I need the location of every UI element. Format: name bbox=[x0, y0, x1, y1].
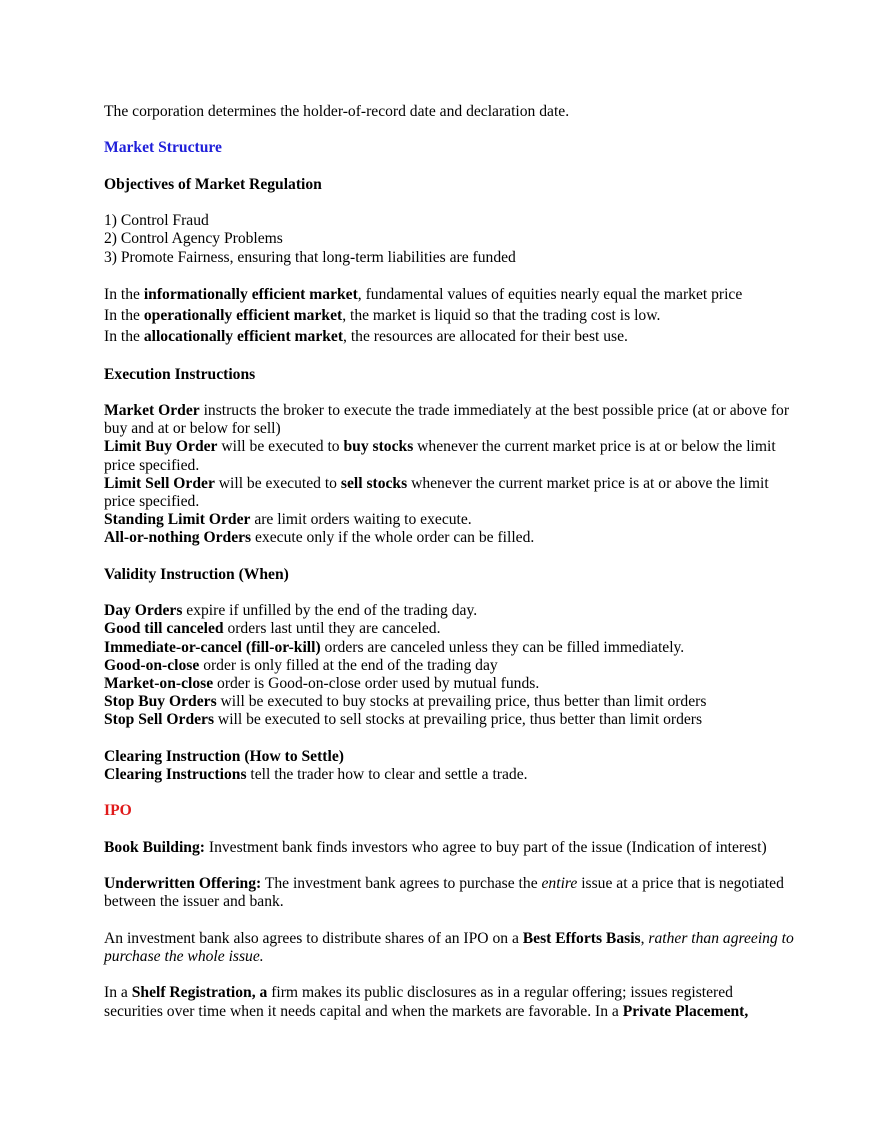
list-item: Good-on-close order is only filled at the end of the trading day bbox=[104, 656, 498, 674]
list-item: 3) Promote Fairness, ensuring that long-term liabilities are funded bbox=[104, 248, 516, 266]
execution-all-or-nothing: All-or-nothing Orders execute only if the whole order can be filled. bbox=[104, 529, 535, 547]
subheading-execution: Execution Instructions bbox=[104, 365, 256, 383]
efficiency-allocational: In the allocationally efficient market, the resources are allocated for their best use. bbox=[104, 327, 628, 345]
clearing-text: Clearing Instructions tell the trader how to clear and settle a trade. bbox=[104, 765, 528, 783]
section-heading-market-structure: Market Structure bbox=[104, 139, 222, 157]
execution-list bbox=[104, 402, 794, 548]
validity-list bbox=[104, 602, 794, 729]
list-item: Stop Buy Orders will be executed to buy stocks at prevailing price, thus better than limit orders bbox=[104, 693, 707, 711]
efficiency-informational: In the informationally efficient market, fundamental values of equities nearly equal the market price bbox=[104, 285, 743, 303]
list-item: Day Orders expire if unfilled by the end of the trading day. bbox=[104, 602, 478, 620]
list-item: 2) Control Agency Problems bbox=[104, 230, 283, 248]
list-item: Stop Sell Orders will be executed to sell stocks at prevailing price, thus better than limit orders bbox=[104, 711, 703, 729]
subheading-clearing: Clearing Instruction (How to Settle) bbox=[104, 747, 344, 765]
objectives-list bbox=[104, 212, 794, 267]
execution-standing-limit: Standing Limit Order are limit orders waiting to execute. bbox=[104, 511, 472, 529]
list-item: 1) Control Fraud bbox=[104, 212, 209, 230]
list-item: Immediate-or-cancel (fill-or-kill) orders are canceled unless they can be filled immediately. bbox=[104, 638, 685, 656]
subheading-objectives: Objectives of Market Regulation bbox=[104, 175, 322, 193]
best-efforts-text: An investment bank also agrees to distribute shares of an IPO on a Best Efforts Basis, rather than agreeing to purchase the whole issue. bbox=[104, 929, 794, 965]
subheading-validity: Validity Instruction (When) bbox=[104, 565, 289, 583]
book-building-text: Book Building: Investment bank finds investors who agree to buy part of the issue (Indication of interest) bbox=[104, 838, 767, 856]
intro-text: The corporation determines the holder-of-record date and declaration date. bbox=[104, 103, 570, 120]
execution-limit-buy: Limit Buy Order will be executed to buy stocks whenever the current market price is at or below the limit price specified. bbox=[104, 438, 776, 474]
execution-limit-sell: Limit Sell Order will be executed to sell stocks whenever the current market price is at or above the limit price specified. bbox=[104, 474, 769, 510]
document-page bbox=[104, 103, 794, 1021]
list-item: Good till canceled orders last until they are canceled. bbox=[104, 620, 441, 638]
shelf-registration-text: In a Shelf Registration, a firm makes its public disclosures as in a regular offering; issues registered securities over time when it needs capital and when the markets are favorable. In a Private Placement, bbox=[104, 984, 749, 1020]
efficiency-operational: In the operationally efficient market, the market is liquid so that the trading cost is low. bbox=[104, 306, 661, 324]
section-heading-ipo: IPO bbox=[104, 802, 132, 820]
efficiency-list bbox=[104, 285, 794, 347]
underwritten-offering-text: Underwritten Offering: The investment bank agrees to purchase the entire issue at a price that is negotiated between the issuer and bank. bbox=[104, 875, 784, 911]
execution-market-order: Market Order instructs the broker to execute the trade immediately at the best possible price (at or above for buy and at or below for sell) bbox=[104, 401, 790, 438]
list-item: Market-on-close order is Good-on-close order used by mutual funds. bbox=[104, 674, 540, 692]
